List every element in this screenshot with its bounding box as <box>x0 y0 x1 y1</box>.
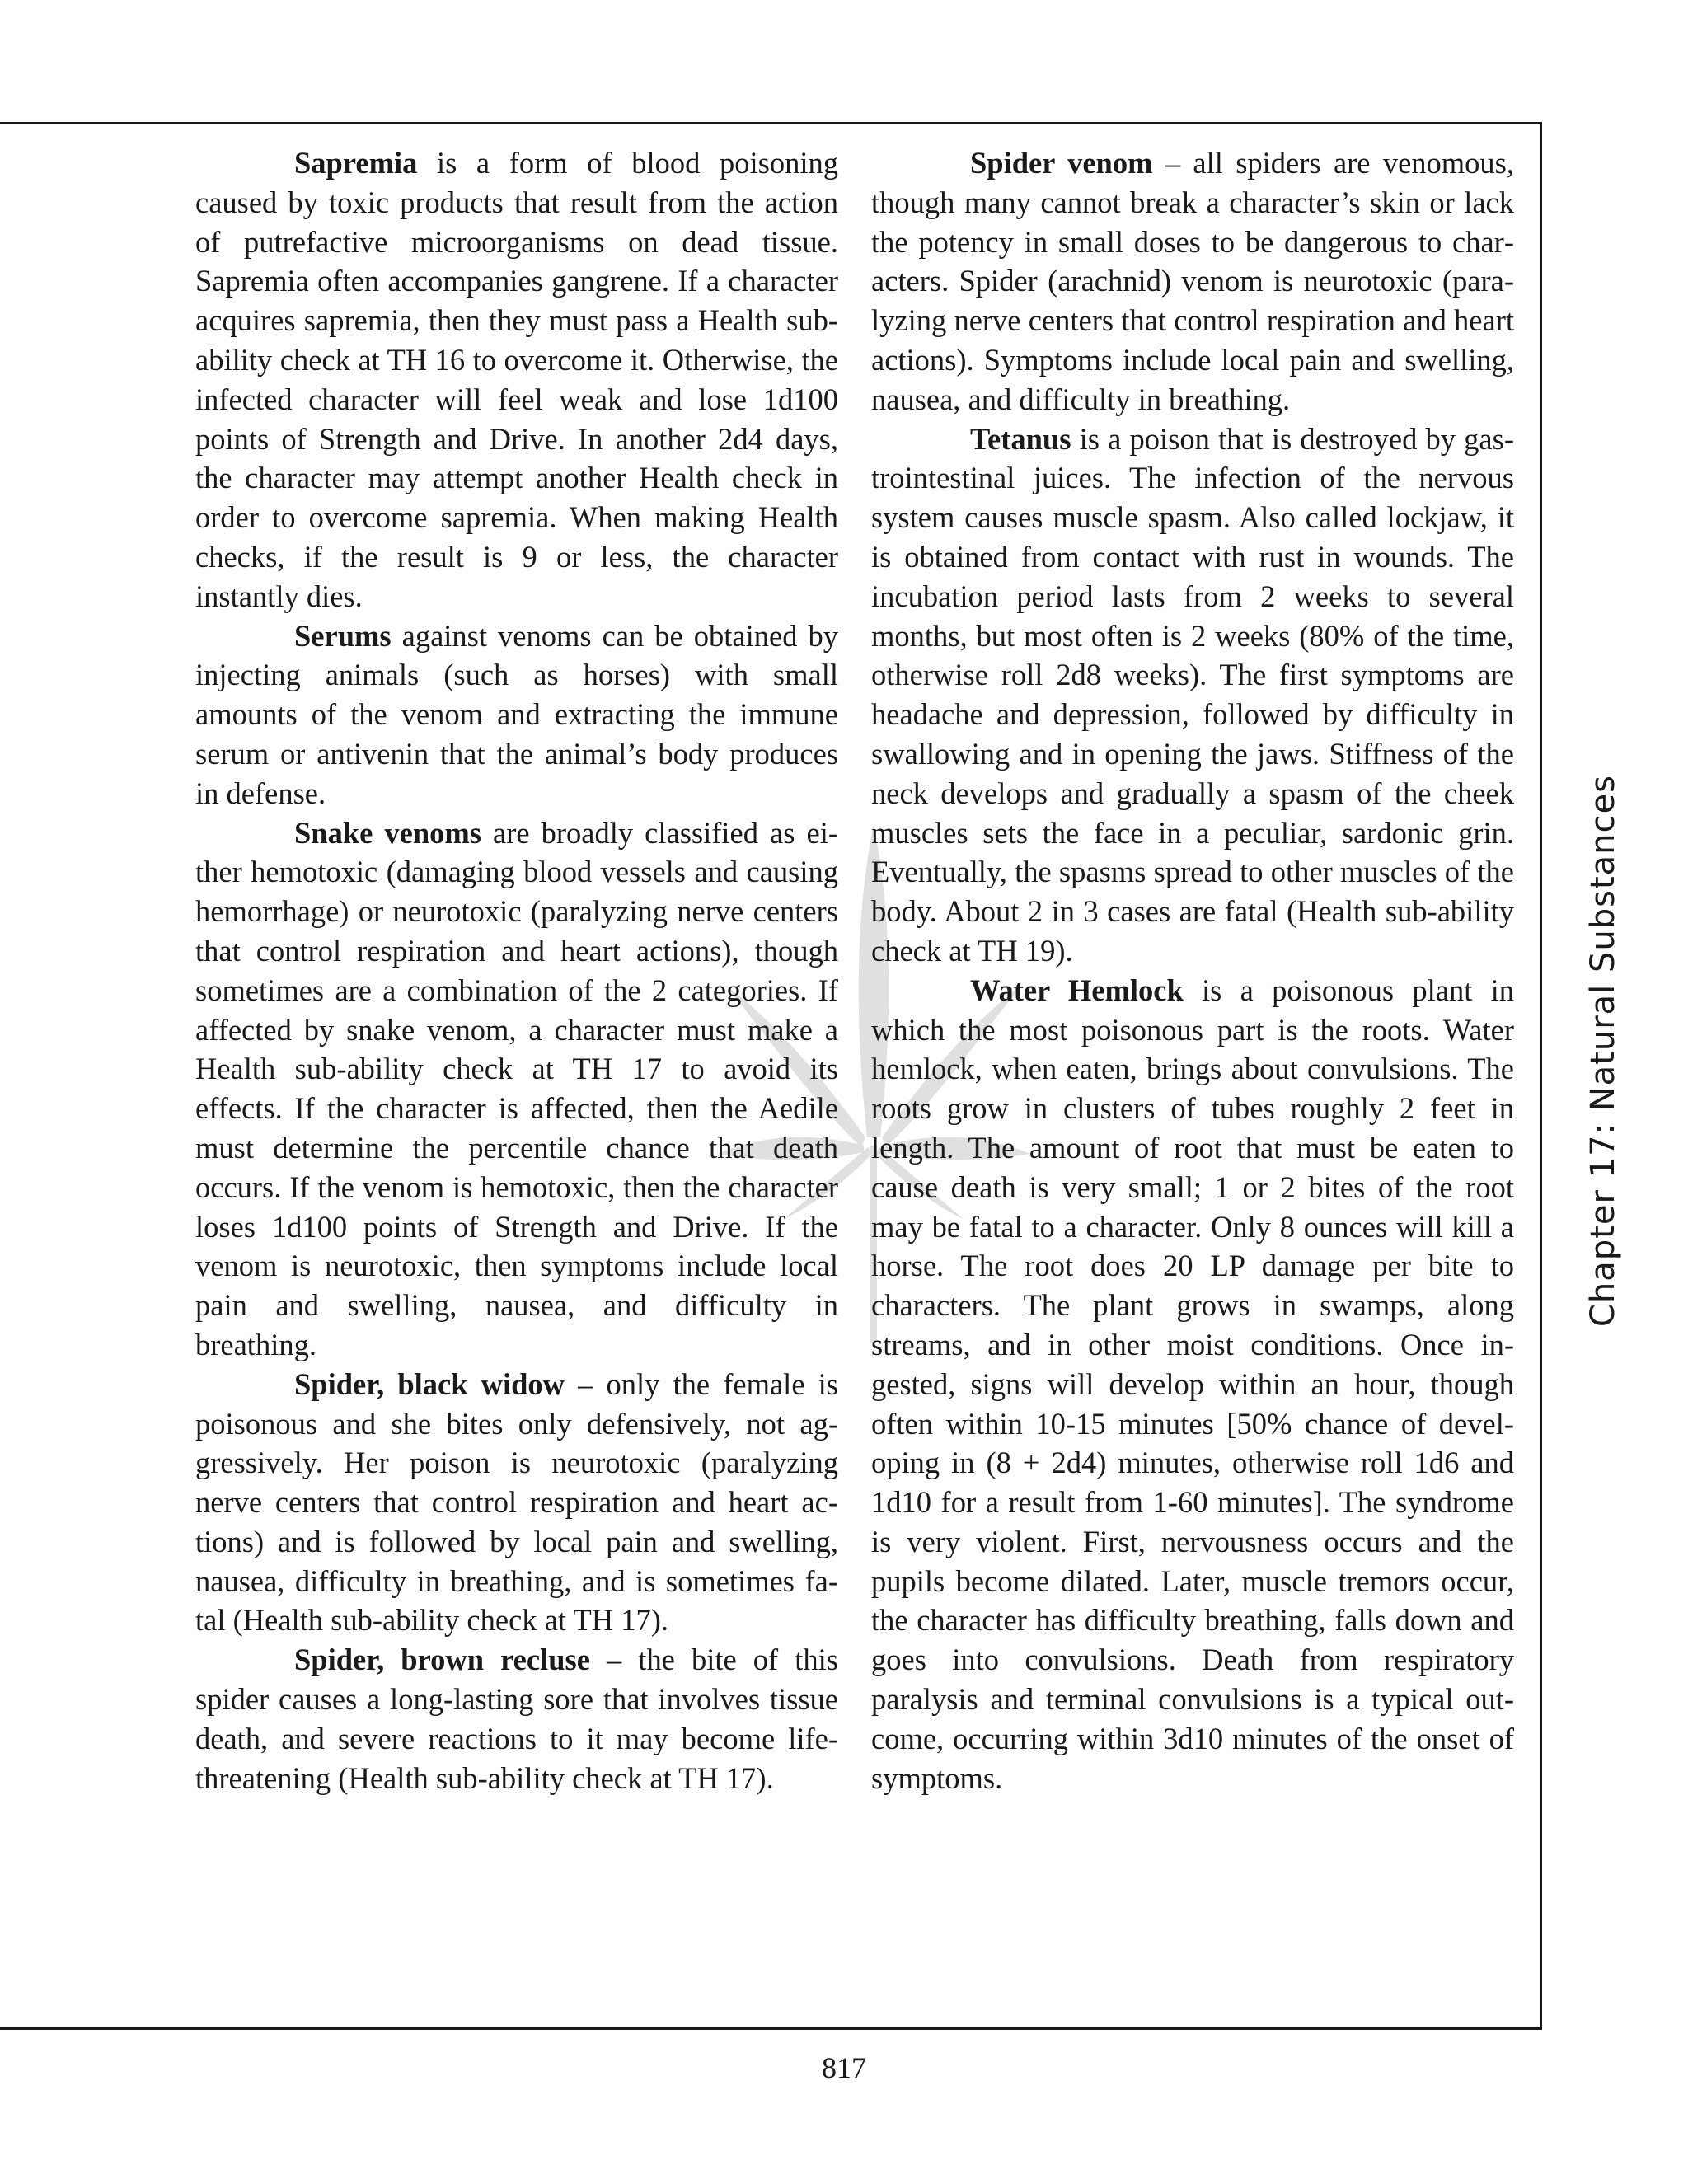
right-text-column <box>871 143 1514 1797</box>
entry-text: – the bite of this spider causes a long-lasting sore that involves tissue death, and severe reactions to it may become life-threatening (Health sub-ability check at TH 17). <box>195 1643 838 1795</box>
entry-term: Serums <box>294 618 392 653</box>
entry-term: Spider, brown recluse <box>294 1643 590 1677</box>
entry-spider-venom <box>871 143 1514 419</box>
entry-text: are broadly classified as either hemotoxic (damaging blood vessels and causing hemorrhage) or neurotoxic (paralyzing nerve centers that control respiration and heart actions), though sometimes are a combination of the 2 categories. If affected by snake venom, a character must make a Health sub-ability check at TH 17 to avoid its effects. If the character is affected, then the Aedile must determine the percentile chance that death occurs. If the venom is hemotoxic, then the character loses 1d100 points of Strength and Drive. If the venom is neurotoxic, then symptoms include local pain and swelling, nausea, and difficulty in breathing. <box>195 815 838 1361</box>
entry-text: is a poisonous plant in which the most poisonous part is the roots. Water hemlock, when eaten, brings about convulsions. The roots grow in clusters of tubes roughly 2 feet in length. The amount of root that must be eaten to cause death is very small; 1 or 2 bites of the root may be fatal to a character. Only 8 ounces will kill a horse. The root does 20 LP damage per bite to characters. The plant grows in swamps, along streams, and in other moist conditions. Once ingested, signs will develop within an hour, though often within 10-15 minutes [50% chance of developing in (8 + 2d4) minutes, otherwise roll 1d6 and 1d10 for a result from 1-60 minutes]. The syndrome is very violent. First, nervousness occurs and the pupils become dilated. Later, muscle tremors occur, the character has difficulty breathing, falls down and goes into convulsions. Death from respiratory paralysis and terminal convulsions is a typical outcome, occurring within 3d10 minutes of the onset of symptoms. <box>871 972 1514 1795</box>
entry-term: Spider venom <box>970 146 1153 180</box>
entry-sapremia <box>195 143 838 616</box>
entry-spider-black-widow <box>195 1365 838 1641</box>
entry-water-hemlock <box>871 971 1514 1798</box>
entry-serums <box>195 616 838 813</box>
chapter-side-title: Chapter 17: Natural Substances <box>1584 775 1622 1327</box>
entry-tetanus <box>871 419 1514 971</box>
page-frame-top-rule <box>0 122 1541 124</box>
entry-term: Snake venoms <box>294 815 481 850</box>
entry-term: Spider, black widow <box>294 1366 565 1401</box>
entry-text: – all spiders are venomous, though many cannot break a character’s skin or lack the potency in small doses to be dangerous to characters. Spider (arachnid) venom is neurotoxic (paralyzing nerve centers that control respiration and heart actions). Symptoms include local pain and swelling, nausea, and difficulty in breathing. <box>871 146 1514 416</box>
entry-snake-venoms <box>195 813 838 1365</box>
left-text-column <box>195 143 838 1797</box>
entry-text: is a poison that is destroyed by gastrointestinal juices. The infection of the nervous system causes muscle spasm. Also called lockjaw, it is obtained from contact with rust in wounds. The incubation period lasts from 2 weeks to several months, but most often is 2 weeks (80% of the time, otherwise roll 2d8 weeks). The first symptoms are headache and depression, followed by difficulty in swallowing and in opening the jaws. Stiffness of the neck develops and gradually a spasm of the cheek muscles sets the face in a peculiar, sardonic grin. Eventually, the spasms spread to other muscles of the body. About 2 in 3 cases are fatal (Health sub-ability check at TH 19). <box>871 421 1514 968</box>
entry-text: – only the female is poisonous and she bites only defensively, not aggressively. Her poison is neurotoxic (paralyzing nerve centers that control respiration and heart actions) and is followed by local pain and swelling, nausea, difficulty in breathing, and is sometimes fatal (Health sub-ability check at TH 17). <box>195 1366 838 1638</box>
page-frame-bottom-rule <box>0 2027 1542 2030</box>
entry-term: Tetanus <box>970 421 1071 456</box>
entry-text: against venoms can be obtained by injecting animals (such as horses) with small amounts of the venom and extracting the immune serum or antivenin that the animal’s body produces in defense. <box>195 618 838 810</box>
page-number: 817 <box>822 2051 866 2084</box>
entry-term: Water Hemlock <box>970 972 1184 1007</box>
entry-text: is a form of blood poisoning caused by toxic products that result from the action of putrefactive microorganisms on dead tissue. Sapremia often accompanies gangrene. If a character acquires sapremia, then they must pass a Health sub-ability check at TH 16 to overcome it. Otherwise, the infected character will feel weak and lose 1d100 points of Strength and Drive. In another 2d4 days, the character may attempt another Health check in order to overcome sapremia. When making Health checks, if the result is 9 or less, the character instantly dies. <box>195 146 838 613</box>
page-frame-right-rule <box>1540 122 1542 2030</box>
entry-spider-brown-recluse <box>195 1640 838 1797</box>
entry-term: Sapremia <box>294 146 418 180</box>
